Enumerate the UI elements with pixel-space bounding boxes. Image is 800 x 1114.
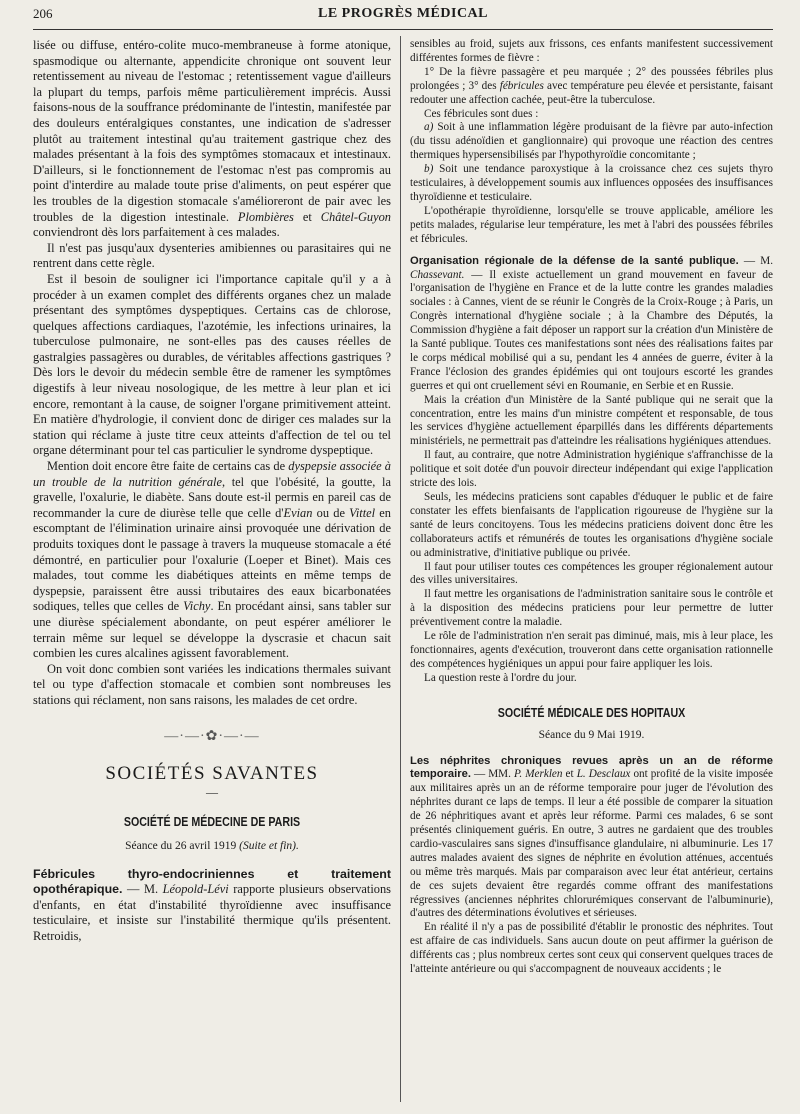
paragraph: Il faut mettre les organisations de l'administration sanitaire sous le contrôle et à la disposition des médecins praticiens pour leur permettre de lutter préventivement contre la maladie. xyxy=(410,588,773,629)
paragraph: Seuls, les médecins praticiens sont capables d'éduquer le public et de faire constater les effets bienfaisants de l'application rigoureuse de l'hygiène sur la santé de leurs concitoyens. Tous les médecins praticiens doivent donc être les collaborateurs actifs et rémunérés de toutes les organisations d'hygiène sociale ou administrative, d'initiative publique ou privée. xyxy=(410,491,773,559)
paragraph: Ces fébricules sont dues : xyxy=(424,107,539,120)
left-column xyxy=(33,38,391,944)
paragraph: 1° De la fièvre passagère et peu marquée ; 2° des poussées fébriles plus prolongées ; 3° des fébricules avec température peu élevée et persistante, faisant redouter une affection cachée, peut-être la tuberculose. xyxy=(410,65,773,106)
article-paragraph: Organisation régionale de la défense de la santé publique. — M. Chassevant. — Il existe actuellement un grand mouvement en faveur de l'organisation de l'hygiène en France et de la lutte contre les grandes maladies sociales : à Cannes, vient de se réunir le Congrès de la Croix-Rouge ; à Paris, un Congrès international d'hygiène sociale ; à la Chambre des Députés, la Commission d'hygiène a fait déposer un rapport sur la création d'un Ministère de la Santé publique. Toutes ces manifestations sont nées des réalisations faites par le corps médical mobilisé qui a su, pendant les 4 années de guerre, éviter à la France l'éclosion des grandes épidémies qui ont toujours escorté les grandes guerres et qui ont cruellement sévi en Roumanie, en Serbie et en Russie. xyxy=(410,254,773,392)
paragraph: Il faut, au contraire, que notre Administration hygiénique s'affranchisse de la politique et soit dotée d'un pouvoir directeur indépendant qui exige l'application stricte des lois. xyxy=(410,449,773,490)
article-paragraph: Les néphrites chroniques revues après un an de réforme temporaire. — MM. P. Merklen et L. Desclaux ont profité de la visite imposée aux militaires après un an de réforme temporaire pour juger de l'évolution des néphrites durant ce laps de temps. Il leur a été possible de comparer la situation de 26 néphritiques avant et après leur réforme. Parmi ces malades, 6 se sont présentés cliniquement guéris. En outre, 3 autres ne gardaient que des troubles cardio-vasculaires sans signes d'insuffisance glandulaire, ni albuminurie. Les 17 autres malades avaient des signes de néphrite en évolution atténues, accentués ou même très marqués. Mais par comparaison avec leur état antérieur, certains de ces sujets devaient être regardés comme offrant des manifestations régressives (anciennes néphrites chlorurémiques conservant de l'albuminurie), d'autres des déterminations évolutives et sérieuses. xyxy=(410,754,773,920)
paragraph: On voit donc combien sont variées les indications thermales suivant tel ou type d'affection stomacale et combien sont nombreuses les stations qui réclament, non sans raisons, les malades de cet ordre. xyxy=(33,661,391,707)
right-column xyxy=(410,38,773,977)
page-header xyxy=(33,6,773,26)
paragraph: Il faut pour utiliser toutes ces compétences les grouper régionalement autour des villes universitaires. xyxy=(410,560,773,587)
paragraph: Mais la création d'un Ministère de la Santé publique qui ne serait que la concentration, entre les mains d'un ministre compétent et responsable, de tous les services d'hygiène actuellement éparpillés dans les différents départements ministériels, ne permettrait pas d'atteindre les réalisations hygiéniques attendues. xyxy=(410,393,773,448)
column-divider xyxy=(400,36,401,1102)
seance-date: Séance du 26 avril 1919 (Suite et fin). xyxy=(125,839,299,852)
section-title: SOCIÉTÉS SAVANTES xyxy=(105,763,319,785)
seance-date: Séance du 9 Mai 1919. xyxy=(538,728,645,741)
paragraph: sensibles au froid, sujets aux frissons, ces enfants manifestent successivement différentes formes de fièvre : xyxy=(410,38,773,64)
paragraph: a) Soit à une inflammation légère produisant de la fièvre par auto-infection (du tissu adénoïdien et ganglionnaire) qui provoque une réaction des centres thermiques hypersensibilisés par l'hypothyroïdie concomitante ; xyxy=(410,121,773,162)
paragraph: En réalité il n'y a pas de possibilité d'établir le pronostic des néphrites. Tout est affaire de cas individuels. Sans aucun doute on peut affirmer la guérison de différents cas ; plus nombreux certes sont ceux qui conservent quelques traces de l'atteinte antérieure ou qui s'accompagnent de nouveaux accidents ; le xyxy=(410,921,773,976)
paragraph: Il n'est pas jusqu'aux dysenteries amibiennes ou parasitaires qui ne rentrent dans cette règle. xyxy=(33,240,391,271)
page-number: 206 xyxy=(33,6,53,21)
society-title: SOCIÉTÉ MÉDICALE DES HOPITAUX xyxy=(497,704,686,720)
society-title: SOCIÉTÉ DE MÉDECINE DE PARIS xyxy=(123,814,301,830)
paragraph: L'opothérapie thyroïdienne, lorsqu'elle se trouve applicable, améliore les petits malades, régularise leur température, les met à l'abri des poussées fébriles et fébricules. xyxy=(410,204,773,245)
ornament-divider: —·—·✿·—·— xyxy=(164,728,260,744)
article-paragraph: Fébricules thyro-endocriniennes et traitement opothérapique. — M. Léopold-Lévi rapporte plusieurs observations d'enfants, en état d'instabilité thyroïdienne avec insuffisance testiculaire, et insiste sur l'instabilité thermique qu'ils présentent. Retroidis, xyxy=(33,866,391,943)
header-rule xyxy=(33,29,773,30)
paragraph: b) Soit une tendance paroxystique à la croissance chez ces sujets thyro testiculaires, à développement soumis aux influences opposées des insuffisances thyroïdienne et testiculaire. xyxy=(410,163,773,203)
paragraph: Mention doit encore être faite de certains cas de dyspepsie associée à un trouble de la nutrition générale, tel que l'obésité, la goutte, la gravelle, l'oxalurie, le diabète. Sans doute est-il permis en pareil cas de recommander la cure de diurèse telle que celle d'Evian ou de Vittel en escomptant de l'élimination urinaire ainsi provoquée une dérivation de produits toxiques dont le passage à travers la muqueuse stomacale a été démontré, en particulier pour l'oxalurie (Loeper et Binet). Mais ces malades, tout comme les diabétiques atteints en même temps de dyspepsie, paraissent être aussi tributaires des eaux bicarbonatées sodiques, telles que celles de Vichy. En procédant ainsi, sans tabler sur une diurèse spécialement abondante, on peut espérer améliorer le terrain même sur lequel se développe la dyscrasie et chacun sait combien les cures alcalines agissent favorablement. xyxy=(33,459,392,661)
paragraph: Le rôle de l'administration n'en serait pas diminué, mais, mis à leur place, les fonctionnaires, agents d'exécution, trouveront dans cette organisation rationnelle des compétences hygiéniques un appui pour faire appliquer les lois. xyxy=(410,630,773,670)
section-rule: — xyxy=(206,784,218,799)
paragraph: Est il besoin de souligner ici l'importance capitale qu'il y a à procéder à un examen complet des différents organes chez un malade présentant des symptômes dyspeptiques. Certains cas de chlorose, quelques affections cardiaques, l'azotémie, les infections urinaires, la tuberculose pulmonaire, ne sont-elles pas des causes réelles de gastralgies passagères ou durables, de véritables affections gastriques ? Dès lors le devoir du médecin semble être de ramener les symptômes digestifs à leur niveau nosologique, de les mettre à leur plan et ici encore, remontant à la cause, de soigner l'organe primitivement atteint. En matière d'hydrologie, il convient donc de diriger ces malades sur la station qui réclame à juste titre ceux atteints d'affection de tel ou tel organe déterminant pour tel cas particulier le syndrome dyspeptique. xyxy=(33,271,391,458)
journal-title: LE PROGRÈS MÉDICAL xyxy=(317,6,489,21)
paragraph: La question reste à l'ordre du jour. xyxy=(424,671,577,684)
paragraph: lisée ou diffuse, entéro-colite muco-membraneuse à forme atonique, spasmodique ou alternante, appendicite chronique ont souvent leur retentissement au niveau de l'estomac ; retentissement vague d'ailleurs la plupart du temps, parfois même particulièrement imprécis. Aussi faisons-nous de la souffrance prédominante de l'intestin, manifestée par des douleurs entéralgiques constantes, une indication de s'adresser plutôt au traitement intestinal qu'au traitement gastrique chez des malades présentant à la fois des symptômes stomacaux et intestinaux. D'ailleurs, si le fonctionnement de l'estomac n'est pas compromis au point d'interdire au malade toute prise d'aliments, on peut espérer que les troubles de la digestion stomacale s'amélioreront de pair avec les troubles de la digestion intestinale. Plombières et Châtel-Guyon conviendront dès lors parfaitement à ces malades. xyxy=(33,38,391,240)
